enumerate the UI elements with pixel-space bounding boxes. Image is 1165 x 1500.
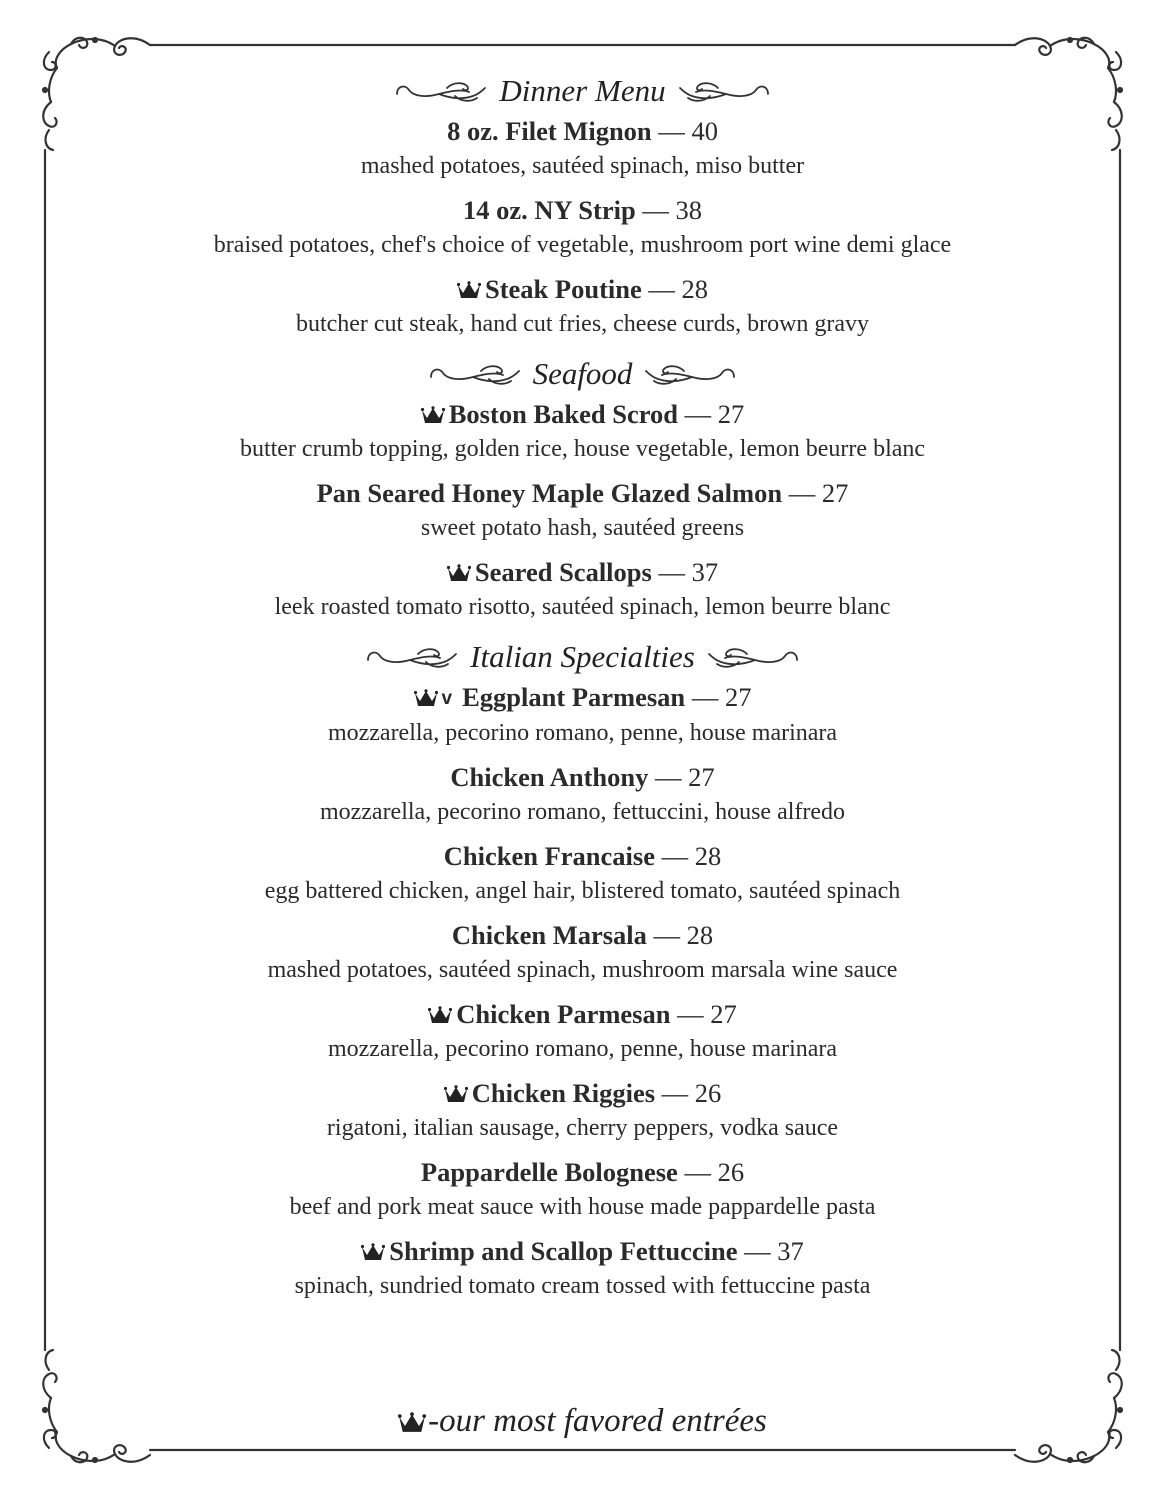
section-title: Dinner Menu (499, 73, 666, 108)
flourish-icon (678, 78, 770, 104)
menu-item (150, 476, 1015, 546)
crown-icon (457, 281, 481, 299)
menu-item (150, 114, 1015, 184)
menu-item-description: rigatoni, italian sausage, cherry peppers, vodka sauce (326, 1115, 839, 1141)
menu-item-description: mozzarella, pecorino romano, penne, house marinara (327, 720, 838, 746)
menu-item-price (647, 920, 713, 950)
price-separator: — (655, 762, 682, 792)
menu-item (150, 760, 1015, 830)
menu-item-description: beef and pork meat sauce with house made pappardelle pasta (289, 1194, 876, 1220)
price-value: 37 (691, 557, 719, 587)
menu-item (150, 193, 1015, 263)
crown-icon (428, 1006, 452, 1024)
flourish-icon (366, 644, 458, 670)
section-heading (150, 634, 1015, 680)
menu-item (150, 997, 1015, 1067)
price-value: 37 (777, 1236, 804, 1266)
price-value: 28 (681, 274, 709, 304)
menu-item-name: Seared Scallops (474, 557, 652, 587)
menu-item-price (782, 478, 848, 508)
menu-item-price (642, 274, 708, 304)
scroll-corner-icon (35, 1310, 195, 1470)
menu-item (150, 918, 1015, 988)
crown-icon (414, 689, 438, 707)
price-separator: — (642, 195, 669, 225)
price-separator: — (788, 478, 816, 508)
menu-content (150, 68, 1015, 1313)
menu-item-name: Steak Poutine (484, 274, 642, 304)
menu-item (150, 555, 1015, 625)
price-separator: — (661, 1078, 689, 1108)
menu-item-line (150, 680, 1015, 716)
price-value: 28 (694, 841, 722, 871)
menu-item-name: Shrimp and Scallop Fettuccine (389, 1236, 738, 1266)
menu-item-name: Chicken Riggies (471, 1078, 656, 1108)
menu-item-line (150, 760, 1015, 795)
price-separator: — (653, 920, 681, 950)
price-separator: — (677, 999, 704, 1029)
section-title: Seafood (532, 356, 633, 391)
price-separator: — (684, 399, 712, 429)
menu-item-name: Chicken Anthony (450, 762, 649, 792)
price-separator: — (661, 841, 689, 871)
menu-item-line (150, 1155, 1015, 1190)
menu-item-description: butcher cut steak, hand cut fries, cheese curds, brown gravy (295, 311, 870, 337)
price-separator: — (744, 1236, 771, 1266)
menu-item-line (150, 476, 1015, 511)
crown-icon (444, 1085, 468, 1103)
menu-item-description: sweet potato hash, sautéed greens (420, 515, 745, 541)
menu-item (150, 1234, 1015, 1304)
menu-item-price (670, 999, 736, 1029)
menu-item-price (655, 841, 721, 871)
price-separator: — (658, 116, 685, 146)
menu-item-name: Eggplant Parmesan (462, 682, 686, 712)
menu-item-line (150, 918, 1015, 953)
flourish-icon (395, 78, 487, 104)
vegetarian-icon: v (441, 688, 453, 709)
price-separator: — (658, 557, 685, 587)
price-value: 27 (821, 478, 849, 508)
price-value: 40 (691, 116, 718, 146)
menu-item-description: mozzarella, pecorino romano, fettuccini, house alfredo (319, 799, 846, 825)
menu-item-name: Chicken Parmesan (456, 999, 671, 1029)
menu-item-name: Pappardelle Bolognese (420, 1157, 678, 1187)
menu-item-price (652, 557, 718, 587)
section-title: Italian Specialties (470, 639, 695, 674)
menu-item-description: spinach, sundried tomato cream tossed with fettuccine pasta (294, 1273, 871, 1299)
menu-item-description: mozzarella, pecorino romano, penne, house marinara (327, 1036, 838, 1062)
section-heading (150, 68, 1015, 114)
menu-item (150, 1076, 1015, 1146)
menu-item-line (150, 272, 1015, 307)
menu-item-description: mashed potatoes, sautéed spinach, miso butter (360, 153, 805, 179)
menu-item-line (150, 839, 1015, 874)
menu-item-price (737, 1236, 803, 1266)
menu-item-line (150, 997, 1015, 1032)
crown-icon (361, 1243, 385, 1261)
menu-item-price (652, 116, 718, 146)
menu-item-name: Chicken Marsala (451, 920, 647, 950)
menu-item-name: Pan Seared Honey Maple Glazed Salmon (316, 478, 783, 508)
menu-item-price (655, 1078, 721, 1108)
flourish-icon (429, 361, 521, 387)
price-separator: — (684, 1157, 711, 1187)
price-value: 28 (686, 920, 714, 950)
menu-item (150, 397, 1015, 467)
price-value: 26 (694, 1078, 722, 1108)
menu-item-description: egg battered chicken, angel hair, blistered tomato, sautéed spinach (264, 878, 901, 904)
menu-item-name: Chicken Francaise (443, 841, 655, 871)
price-value: 38 (675, 195, 702, 225)
menu-item (150, 839, 1015, 909)
price-separator: — (648, 274, 675, 304)
flourish-icon (644, 361, 736, 387)
menu-item-price (678, 1157, 744, 1187)
menu-item-line (150, 193, 1015, 228)
price-value: 27 (710, 999, 737, 1029)
menu-item-name: Boston Baked Scrod (448, 399, 678, 429)
price-value: 27 (688, 762, 715, 792)
favorites-legend (0, 1403, 1165, 1440)
menu-item-description: butter crumb topping, golden rice, house vegetable, lemon beurre blanc (239, 436, 926, 462)
price-value: 27 (724, 682, 752, 712)
menu-item (150, 272, 1015, 342)
menu-item-price (648, 762, 714, 792)
section-heading (150, 351, 1015, 397)
menu-item-description: mashed potatoes, sautéed spinach, mushroom marsala wine sauce (267, 957, 898, 983)
flourish-icon (707, 644, 799, 670)
menu-item-price (678, 399, 744, 429)
menu-item-description: leek roasted tomato risotto, sautéed spinach, lemon beurre blanc (274, 594, 891, 620)
menu-item (150, 680, 1015, 751)
price-separator: — (691, 682, 719, 712)
menu-item-line (150, 397, 1015, 432)
favorites-legend-text: -our most favored entrées (428, 1403, 767, 1439)
scroll-corner-icon (970, 1310, 1130, 1470)
menu-item-line (150, 1234, 1015, 1269)
menu-item-price (636, 195, 702, 225)
price-value: 27 (717, 399, 745, 429)
menu-item-line (150, 114, 1015, 149)
menu-item-line (150, 555, 1015, 590)
price-value: 26 (717, 1157, 745, 1187)
menu-item-name: 14 oz. NY Strip (463, 195, 636, 225)
crown-icon (421, 406, 445, 424)
menu-item (150, 1155, 1015, 1225)
menu-item-name: 8 oz. Filet Mignon (447, 116, 652, 146)
crown-icon (398, 1412, 426, 1433)
crown-icon (447, 564, 471, 582)
menu-item-price (685, 682, 751, 712)
menu-item-description: braised potatoes, chef's choice of vegetable, mushroom port wine demi glace (213, 232, 952, 258)
menu-item-line (150, 1076, 1015, 1111)
